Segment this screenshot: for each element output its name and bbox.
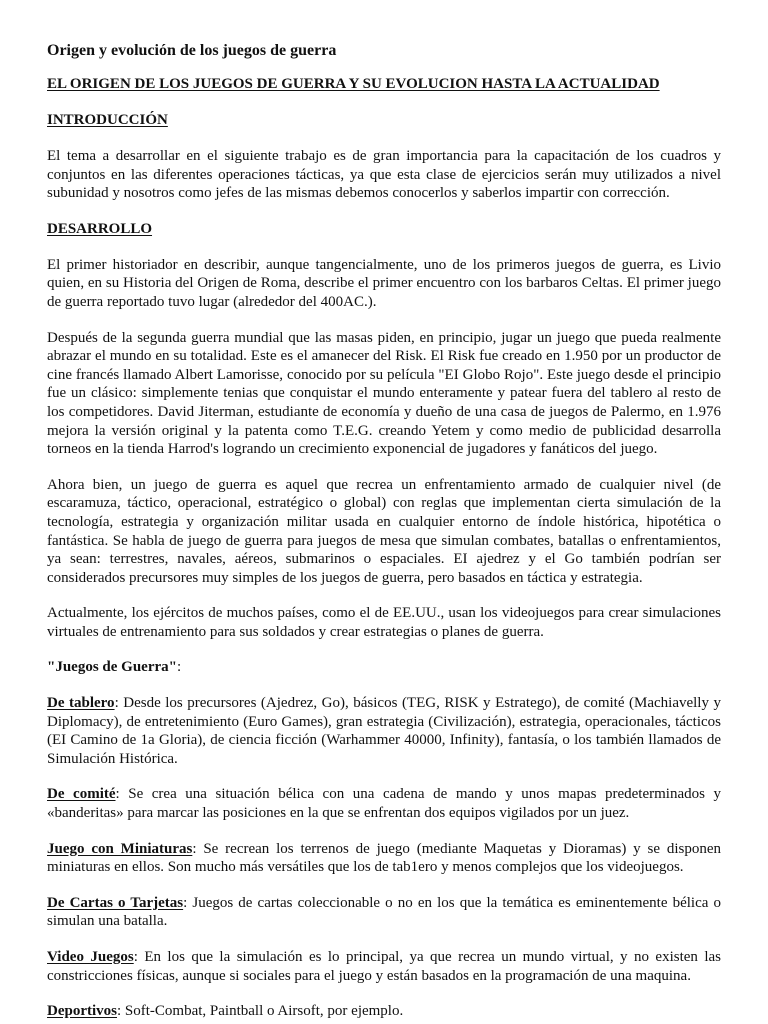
- types-heading-suffix: :: [176, 659, 182, 676]
- type-item-text: : En los que la simulación es lo principal, ya que recrea un mundo virtual, y no existen las constricciones físicas, aunque si sociales para el juego y están basados en la programación de una maquina.: [47, 949, 722, 984]
- type-item-label: Video Juegos: [47, 949, 134, 965]
- development-paragraph-2: Después de la segunda guerra mundial que las masas piden, en principio, jugar un juego que pueda realmente abrazar el mundo en su totalidad. Este es el amanecer del Risk. El Risk fue creado en 1.950 por un productor de cine francés llamado Albert Lamorisse, conocido por su película "EI Globo Rojo". Este juego desde el principio fue un clásico: simplemente tenias que conquistar el mundo enteramente y patear fuera del tablero al resto de los competidores. David Jiterman, estudiante de economía y dueño de una casa de juegos de Palermo, en 1.976 mejora la versión original y la patenta como T.E.G. creando Yetem y como medio de publicidad desarrolla torneos en la tienda Harrod's logrando un crecimiento exponencial de jugadores y fanáticos del juego.: [47, 329, 721, 458]
- type-item-deportivos: [47, 1002, 721, 1021]
- development-paragraph-3: Ahora bien, un juego de guerra es aquel que recrea un enfrentamiento armado de cualquier nivel (de escaramuza, táctico, operacional, estratégico o global) con reglas que implementan cierta simulación de la tecnología, estrategia y organización militar usada en cualquier entorno de índole histórica, hipotética o fantástica. Se habla de juego de guerra para juegos de mesa que simulan combates, batallas o enfrentamientos, ya sean: terrestres, navales, aéreos, submarinos o espaciales. EI ajedrez y el Go también podrían ser considerados precursores muy simples de los juegos de guerra, pero basados en táctica y estrategia.: [47, 476, 721, 586]
- type-item-label: De comité: [47, 786, 116, 803]
- document-title: Origen y evolución de los juegos de guerra: [47, 42, 337, 59]
- types-heading-label: "Juegos de Guerra": [47, 659, 177, 676]
- type-item-text: : Soft-Combat, Paintball o Airsoft, por ejemplo.: [117, 1003, 404, 1020]
- document-subtitle: EL ORIGEN DE LOS JUEGOS DE GUERRA Y SU EVOLUCION HASTA LA ACTUALIDAD: [47, 76, 660, 92]
- type-item-text: : Desde los precursores (Ajedrez, Go), básicos (TEG, RISK y Estratego), de comité (Machiavelly y Diplomacy), de entretenimiento (Euro Games), gran estrategia (Civilización), estrategia, operacionales, tácticos (EI Camino de 1a Gloria), de ciencia ficción (Warhammer 40000, Infinity), fantasía, o los también llamados de Simulación Histórica.: [47, 695, 721, 767]
- type-item-video-juegos: [47, 948, 721, 985]
- type-item-text: : Se recrean los terrenos de juego (mediante Maquetas y Dioramas) y se disponen miniaturas en ellos. Son mucho más versátiles que los de tab1ero y menos complejos que los videojuegos.: [47, 840, 722, 876]
- development-paragraph-1: El primer historiador en describir, aunque tangencialmente, uno de los primeros juegos de guerra, es Livio quien, en su Historia del Origen de Roma, describe el primer encuentro con los barbaros Celtas. El primer juego de guerra reportado tuvo lugar (alrededor del 400AC.).: [47, 256, 721, 310]
- type-item-cartas: [47, 894, 721, 931]
- type-item-text: : Juegos de cartas coleccionable o no en los que la temática es eminentemente bélica o simulan una batalla.: [47, 894, 721, 930]
- intro-paragraph: El tema a desarrollar en el siguiente trabajo es de gran importancia para la capacitación de los cuadros y conjuntos en las diferentes operaciones tácticas, ya que esta clase de ejercicios serán muy utilizados a nivel subunidad y nosotros como jefes de las mismas debemos conocerlos y saberlos impartir con corrección.: [47, 148, 721, 202]
- type-item-comite: [47, 785, 721, 822]
- types-heading: [47, 658, 721, 677]
- type-item-text: : Se crea una situación bélica con una cadena de mando y unos mapas predeterminados y «banderitas» para marcar las posiciones en la que se enfrentan dos equipos vigilados por un juez.: [47, 786, 721, 822]
- intro-heading: INTRODUCCIÓN: [47, 112, 168, 128]
- type-item-label: De Cartas o Tarjetas: [47, 894, 184, 911]
- type-item-label: Deportivos: [47, 1003, 117, 1020]
- development-paragraph-4: Actualmente, los ejércitos de muchos países, como el de EE.UU., usan los videojuegos para crear simulaciones virtuales de entrenamiento para sus soldados y crear estrategias o planes de guerra.: [47, 605, 721, 640]
- type-item-label: De tablero: [47, 695, 115, 712]
- development-heading: DESARROLLO: [47, 220, 153, 237]
- type-item-tablero: [47, 694, 721, 768]
- type-item-label: Juego con Miniaturas: [47, 840, 193, 857]
- type-item-miniaturas: [47, 840, 721, 877]
